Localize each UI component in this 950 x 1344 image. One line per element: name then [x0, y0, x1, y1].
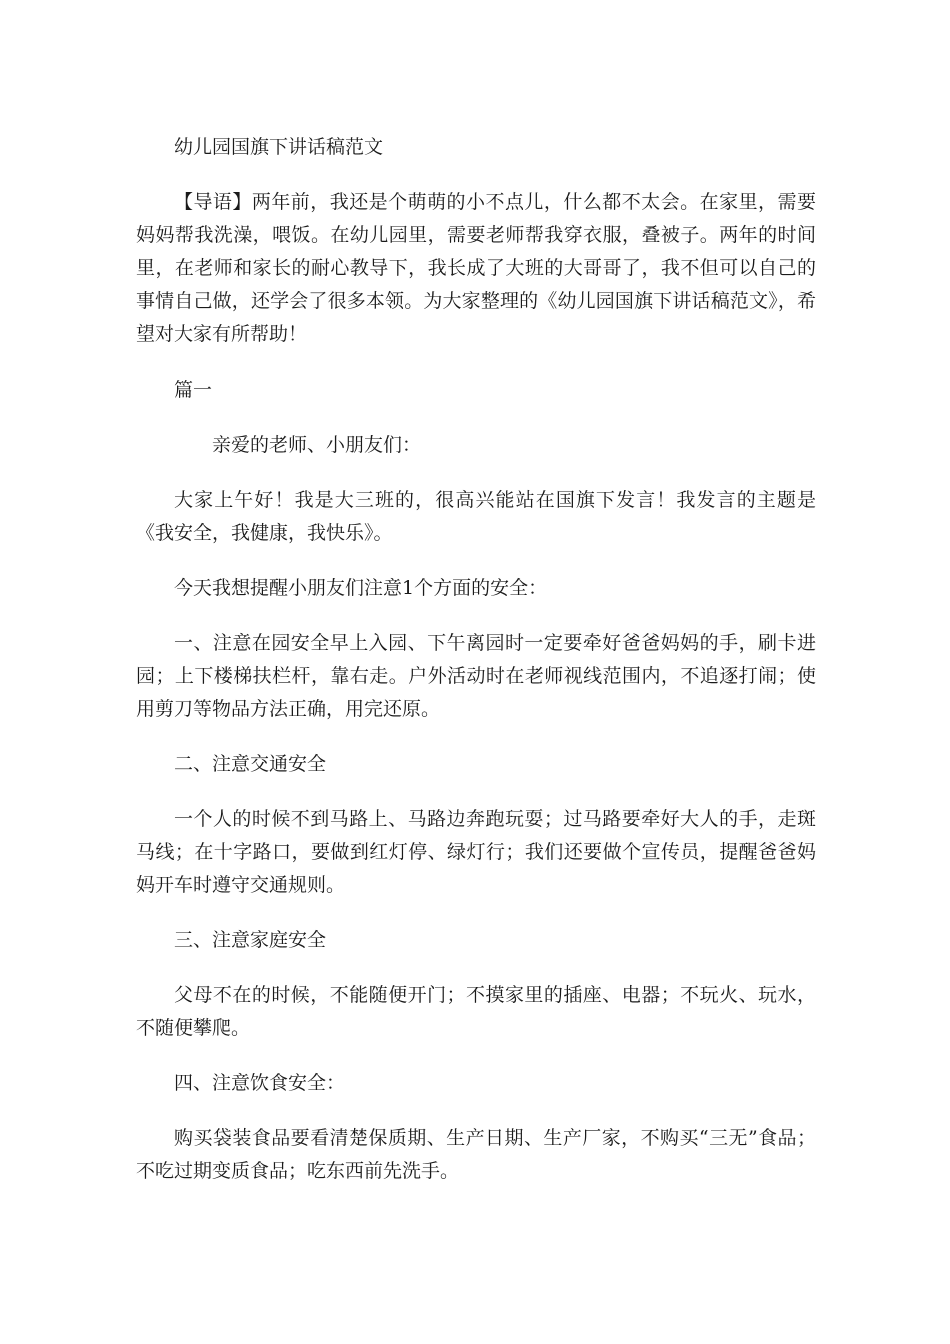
body-paragraph-6: 购买袋装食品要看清楚保质期、生产日期、生产厂家，不购买“三无”食品；不吃过期变质食品；吃东西前先洗手。 [136, 1127, 816, 1182]
section-label: 篇一 [174, 379, 213, 401]
salutation: 亲爱的老师、小朋友们： [212, 434, 422, 456]
section-heading-food: 四、注意饮食安全： [174, 1072, 346, 1094]
body-paragraph-2: 今天我想提醒小朋友们注意1个方面的安全： [174, 577, 548, 599]
body-paragraph-3: 一、注意在园安全早上入园、下午离园时一定要牵好爸爸妈妈的手，刷卡进园；上下楼梯扶栏杆，靠右走。户外活动时在老师视线范围内，不追逐打闹；使用剪刀等物品方法正确，用完还原。 [136, 632, 816, 720]
document-title: 幼儿园国旗下讲话稿范文 [174, 136, 384, 158]
body-paragraph-1: 大家上午好！我是大三班的，很高兴能站在国旗下发言！我发言的主题是《我安全，我健康，我快乐》。 [136, 489, 816, 544]
body-paragraph-5: 父母不在的时候，不能随便开门；不摸家里的插座、电器；不玩火、玩水，不随便攀爬。 [136, 984, 816, 1039]
intro-paragraph: 【导语】两年前，我还是个萌萌的小不点儿，什么都不太会。在家里，需要妈妈帮我洗澡，喂饭。在幼儿园里，需要老师帮我穿衣服，叠被子。两年的时间里，在老师和家长的耐心教导下，我长成了大班的大哥哥了，我不但可以自己的事情自己做，还学会了很多本领。为大家整理的《幼儿园国旗下讲话稿范文》，希望对大家有所帮助！ [136, 191, 816, 345]
section-heading-traffic: 二、注意交通安全 [174, 753, 327, 775]
body-paragraph-4: 一个人的时候不到马路上、马路边奔跑玩耍；过马路要牵好大人的手，走斑马线；在十字路口，要做到红灯停、绿灯行；我们还要做个宣传员，提醒爸爸妈妈开车时遵守交通规则。 [136, 808, 816, 896]
section-heading-home: 三、注意家庭安全 [174, 929, 327, 951]
